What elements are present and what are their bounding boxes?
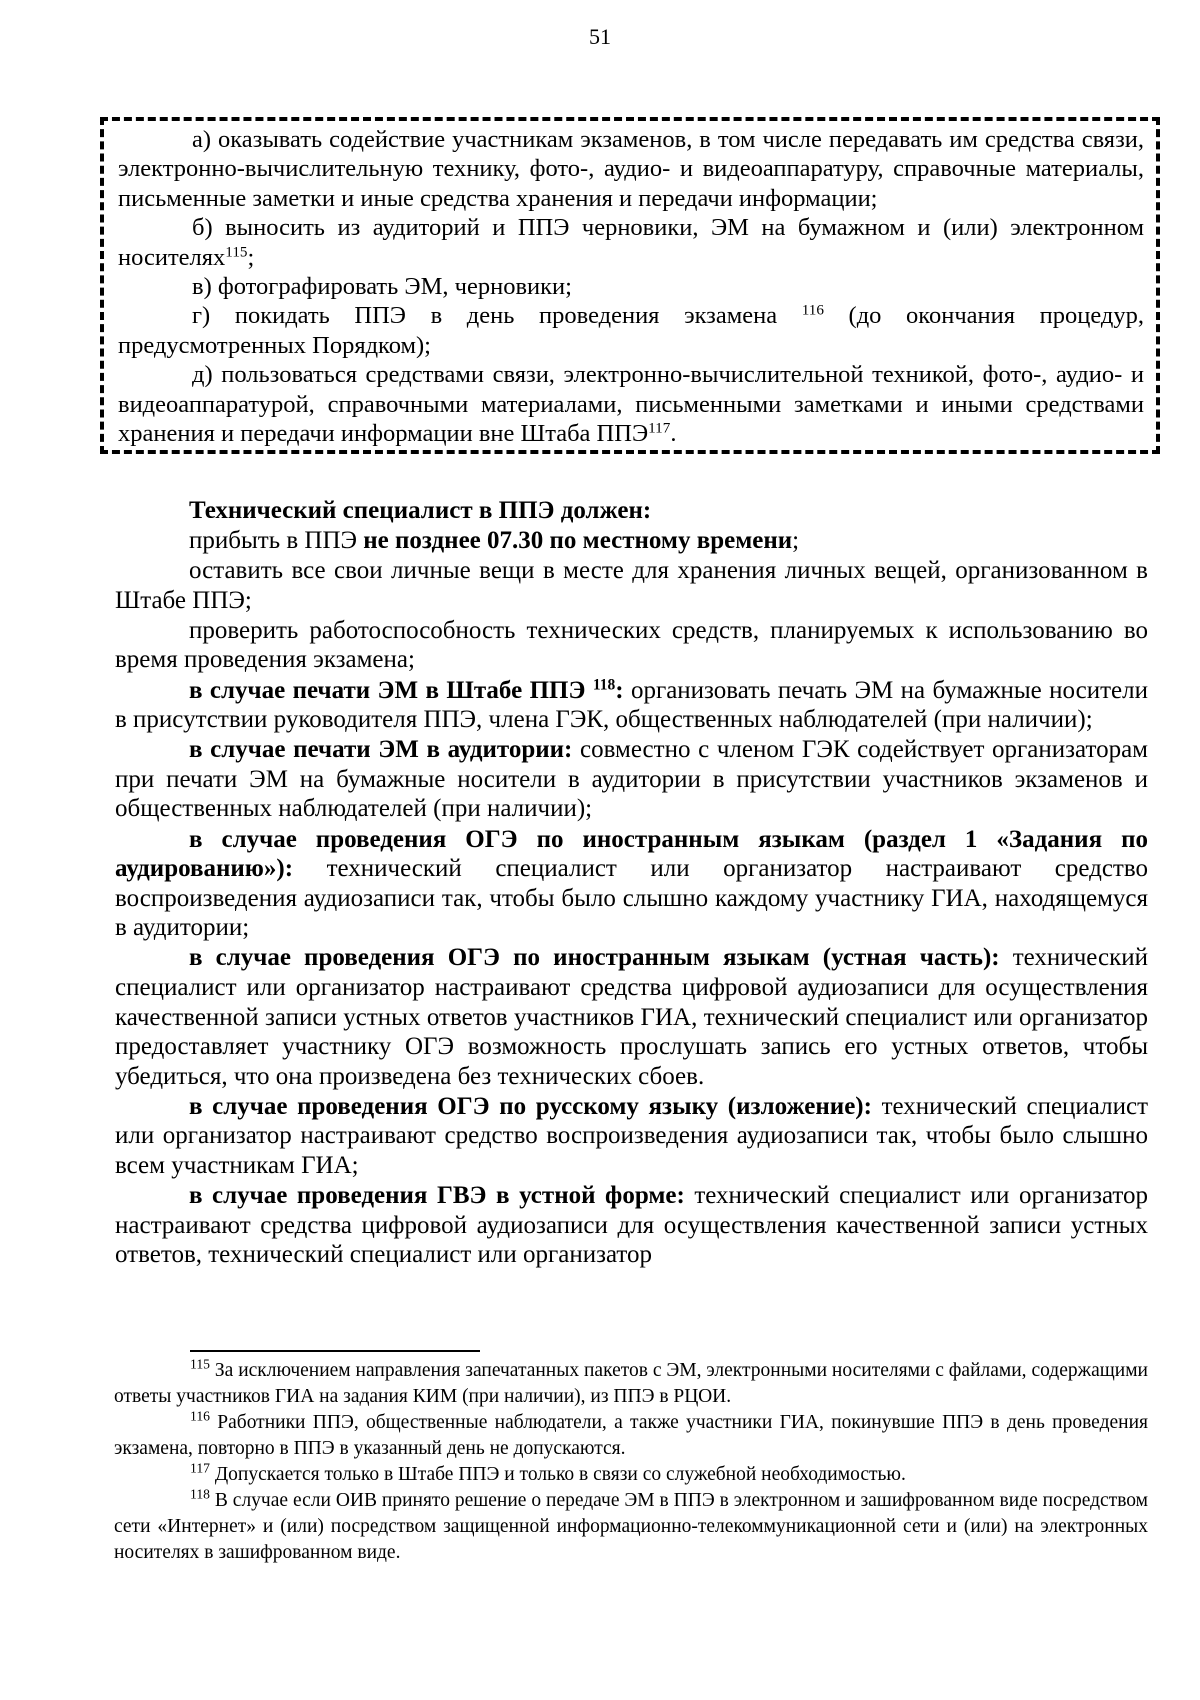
prohibition-item-a: а) оказывать содействие участникам экзаменов, в том числе передавать им средства связи, электронно-вычислительную технику, фото-, аудио- и видеоаппаратуру, справочные материалы, письменные заметки и иные средства хранения и передачи информации; bbox=[118, 126, 1144, 212]
footnote-ref-116[interactable]: 116 bbox=[801, 302, 824, 320]
prohibition-item-e: д) пользоваться средствами связи, электронно-вычислительной техникой, фото-, аудио- и видеоаппаратурой, справочными материалами, письменными заметками и иными средствами хранения и передачи информации вне Штаба ППЭ$^{117}$. bbox=[118, 361, 1144, 448]
duty-print-in-room: в случае печати ЭМ в аудитории: совместно с членом ГЭК содействует организаторам при печати ЭМ на бумажные носители в аудитории в присутствии участников экзаменов и общественных наблюдателей (при наличии); bbox=[115, 736, 1148, 823]
duty-print-in-hq: в случае печати ЭМ в Штабе ППЭ $^{118}$: организовать печать ЭМ на бумажные носители в присутствии руководителя ППЭ, члена ГЭК, общественных наблюдателей (при наличии); bbox=[115, 676, 1148, 734]
footnote-117: $^{117}$ Допускается только в Штабе ППЭ и только в связи со служебной необходимостью. bbox=[190, 1460, 906, 1485]
duties-section bbox=[115, 496, 1148, 1270]
duty-arrive: прибыть в ППЭ не позднее 07.30 по местному времени; bbox=[189, 527, 800, 555]
page-number: 51 bbox=[589, 24, 611, 49]
footnote-ref-117[interactable]: 117 bbox=[648, 419, 671, 437]
duty-foreign-listening: в случае проведения ОГЭ по иностранным языкам (раздел 1 «Задания по аудированию»): технический специалист или организатор настраивают средство воспроизведения аудиозаписи так, чтобы было слышно каждому участнику ГИА, находящемуся в аудитории; bbox=[115, 825, 1148, 942]
footnote-separator bbox=[190, 1350, 480, 1352]
duty-gve-oral: в случае проведения ГВЭ в устной форме: технический специалист или организатор настраивают средства цифровой аудиозаписи для осуществления качественной записи устных ответов, технический специалист или организатор bbox=[115, 1182, 1148, 1269]
duty-check-equipment: проверить работоспособность технических средств, планируемых к использованию во время проведения экзамена; bbox=[115, 616, 1148, 674]
duty-russian-summary: в случае проведения ОГЭ по русскому языку (изложение): технический специалист или организатор настраивают средство воспроизведения аудиозаписи так, чтобы было слышно всем участникам ГИА; bbox=[115, 1092, 1148, 1180]
footnote-116: $^{116}$ Работники ППЭ, общественные наблюдатели, а также участники ГИА, покинувшие ППЭ в день проведения экзамена, повторно в ППЭ в указанный день не допускаются. bbox=[114, 1408, 1148, 1459]
section-heading: Технический специалист в ППЭ должен: bbox=[189, 497, 652, 524]
prohibition-item-b: б) выносить из аудиторий и ППЭ черновики, ЭМ на бумажном и (или) электронном носителях$^{115}$; bbox=[118, 214, 1144, 271]
duty-foreign-oral: в случае проведения ОГЭ по иностранным языкам (устная часть): технический специалист или организатор настраивают средства цифровой аудиозаписи для осуществления качественной записи устных ответов участников ГИА, технический специалист или организатор предоставляет участнику ОГЭ возможность прослушать запись его устных ответов, чтобы убедиться, что она произведена без технических сбоев. bbox=[115, 944, 1148, 1090]
footnotes bbox=[114, 1358, 1148, 1566]
footnote-ref-115[interactable]: 115 bbox=[225, 243, 248, 261]
footnote-115: $^{115}$ За исключением направления запечатанных пакетов с ЭМ, электронными носителями с файлами, содержащими ответы участников ГИА на задания КИМ (при наличии), из ППЭ в РЦОИ. bbox=[114, 1356, 1148, 1407]
duty-personal-items: оставить все свои личные вещи в месте для хранения личных вещей, организованном в Штабе ППЭ; bbox=[115, 557, 1148, 614]
footnote-118: $^{118}$ В случае если ОИВ принято решение о передаче ЭМ в ППЭ в электронном и зашифрованном виде посредством сети «Интернет» и (или) посредством защищенной информационно-телекоммуникационной сети и (или) на электронных носителях в зашифрованном виде. bbox=[114, 1486, 1148, 1563]
prohibitions-box bbox=[100, 117, 1160, 454]
prohibition-item-d: г) покидать ППЭ в день проведения экзамена $^{116}$ (до окончания процедур, предусмотренных Порядком); bbox=[118, 302, 1144, 359]
footnote-ref-118[interactable]: 118 bbox=[592, 676, 616, 694]
prohibition-item-c: в) фотографировать ЭМ, черновики; bbox=[192, 273, 572, 301]
